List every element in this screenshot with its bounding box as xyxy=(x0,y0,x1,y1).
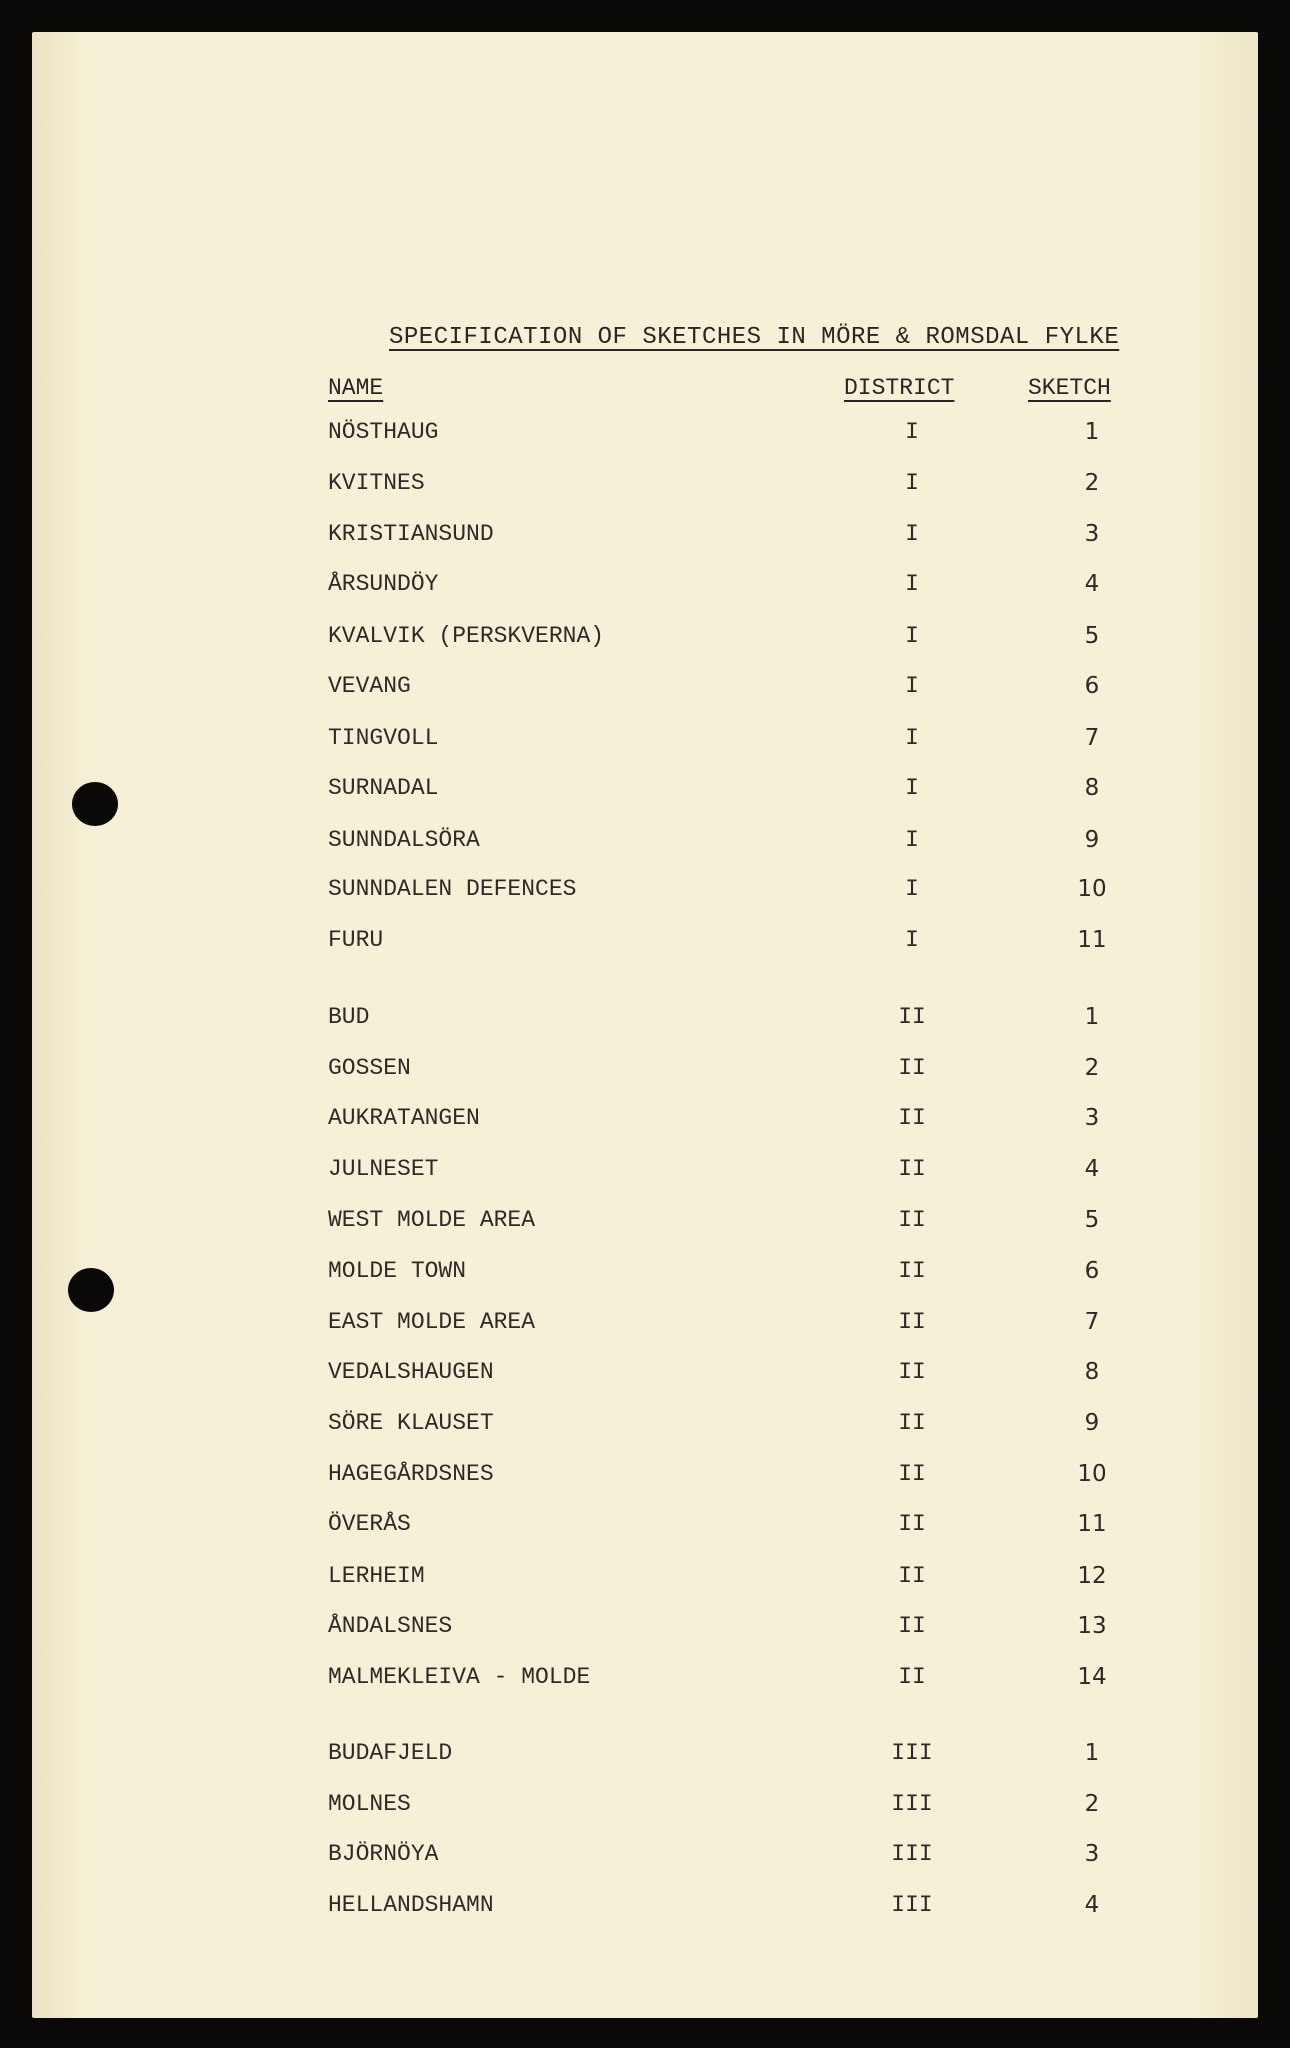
table-row xyxy=(32,1004,1258,1044)
district-value: III xyxy=(891,1841,933,1867)
table-row xyxy=(32,1791,1258,1831)
district-value: II xyxy=(898,1156,926,1182)
table-row xyxy=(32,1207,1258,1247)
sketch-number: 7 xyxy=(1084,1309,1100,1335)
sketch-number: 3 xyxy=(1084,1841,1100,1867)
table-row xyxy=(32,775,1258,815)
location-name: LERHEIM xyxy=(328,1563,425,1589)
district-value: II xyxy=(898,1563,926,1589)
district-value: III xyxy=(891,1740,933,1766)
sketch-number: 6 xyxy=(1084,1258,1100,1284)
location-name: SUNNDALEN DEFENCES xyxy=(328,876,577,902)
district-value: I xyxy=(905,827,919,853)
location-name: ÅRSUNDÖY xyxy=(328,571,439,597)
table-row xyxy=(32,1892,1258,1932)
sketch-number: 8 xyxy=(1084,1359,1100,1385)
district-value: I xyxy=(905,927,919,953)
district-value: II xyxy=(898,1309,926,1335)
page-title: SPECIFICATION OF SKETCHES IN MÖRE & ROMSDAL FYLKE xyxy=(389,324,1120,351)
table-row xyxy=(32,1563,1258,1603)
location-name: AUKRATANGEN xyxy=(328,1105,480,1131)
location-name: GOSSEN xyxy=(328,1055,411,1081)
location-name: KVITNES xyxy=(328,470,425,496)
table-row xyxy=(32,1309,1258,1349)
table-row xyxy=(32,725,1258,765)
sketch-number: 13 xyxy=(1077,1613,1107,1639)
district-value: III xyxy=(891,1791,933,1817)
sketch-number: 4 xyxy=(1084,571,1100,597)
location-name: SÖRE KLAUSET xyxy=(328,1410,494,1436)
district-value: I xyxy=(905,419,919,445)
sketch-number: 5 xyxy=(1084,623,1100,649)
district-value: II xyxy=(898,1055,926,1081)
column-header-name: NAME xyxy=(328,375,384,401)
table-row xyxy=(32,1359,1258,1399)
location-name: WEST MOLDE AREA xyxy=(328,1207,536,1233)
district-value: II xyxy=(898,1105,926,1131)
table-row xyxy=(32,927,1258,967)
district-value: II xyxy=(898,1664,926,1690)
location-name: MOLDE TOWN xyxy=(328,1258,467,1284)
location-name: FURU xyxy=(328,927,384,953)
sketch-number: 4 xyxy=(1084,1892,1100,1918)
sketch-number: 4 xyxy=(1084,1156,1100,1182)
table-row xyxy=(32,1258,1258,1298)
district-value: II xyxy=(898,1511,926,1537)
table-row xyxy=(32,827,1258,867)
district-value: I xyxy=(905,673,919,699)
district-value: I xyxy=(905,571,919,597)
district-value: I xyxy=(905,725,919,751)
location-name: ÖVERÅS xyxy=(328,1511,411,1537)
district-value: II xyxy=(898,1004,926,1030)
table-row xyxy=(32,1664,1258,1704)
table-row xyxy=(32,1461,1258,1501)
table-row xyxy=(32,623,1258,663)
location-name: NÖSTHAUG xyxy=(328,419,439,445)
sketch-number: 11 xyxy=(1077,927,1107,953)
location-name: ÅNDALSNES xyxy=(328,1613,453,1639)
district-value: II xyxy=(898,1461,926,1487)
table-row xyxy=(32,1410,1258,1450)
district-value: II xyxy=(898,1207,926,1233)
location-name: HELLANDSHAMN xyxy=(328,1892,494,1918)
district-value: I xyxy=(905,775,919,801)
table-row xyxy=(32,673,1258,713)
table-row xyxy=(32,1613,1258,1653)
sketch-number: 9 xyxy=(1084,827,1100,853)
sketch-number: 3 xyxy=(1084,1105,1100,1131)
district-value: III xyxy=(891,1892,933,1918)
location-name: KRISTIANSUND xyxy=(328,521,494,547)
location-name: BUD xyxy=(328,1004,370,1030)
sketch-number: 10 xyxy=(1077,1461,1107,1487)
table-row xyxy=(32,1156,1258,1196)
column-header-district: DISTRICT xyxy=(844,375,955,401)
table-row xyxy=(32,876,1258,916)
district-value: II xyxy=(898,1258,926,1284)
sketch-number: 12 xyxy=(1077,1563,1107,1589)
table-row xyxy=(32,1055,1258,1095)
sketch-number: 2 xyxy=(1084,1791,1100,1817)
sketch-number: 1 xyxy=(1084,1004,1100,1030)
sketch-number: 1 xyxy=(1084,1740,1100,1766)
location-name: JULNESET xyxy=(328,1156,439,1182)
location-name: MOLNES xyxy=(328,1791,411,1817)
table-row xyxy=(32,470,1258,510)
location-name: BJÖRNÖYA xyxy=(328,1841,439,1867)
location-name: MALMEKLEIVA - MOLDE xyxy=(328,1664,591,1690)
sketch-number: 8 xyxy=(1084,775,1100,801)
sketch-number: 5 xyxy=(1084,1207,1100,1233)
sketch-number: 2 xyxy=(1084,1055,1100,1081)
district-value: I xyxy=(905,521,919,547)
table-row xyxy=(32,1841,1258,1881)
district-value: I xyxy=(905,623,919,649)
district-value: II xyxy=(898,1359,926,1385)
location-name: EAST MOLDE AREA xyxy=(328,1309,536,1335)
table-row xyxy=(32,1105,1258,1145)
table-row xyxy=(32,571,1258,611)
sketch-number: 10 xyxy=(1077,876,1107,902)
location-name: VEDALSHAUGEN xyxy=(328,1359,494,1385)
sketch-number: 3 xyxy=(1084,521,1100,547)
document-page xyxy=(32,32,1258,2018)
table-row xyxy=(32,1740,1258,1780)
table-row xyxy=(32,1511,1258,1551)
table-row xyxy=(32,521,1258,561)
district-value: I xyxy=(905,876,919,902)
sketch-number: 2 xyxy=(1084,470,1100,496)
location-name: BUDAFJELD xyxy=(328,1740,453,1766)
sketch-number: 9 xyxy=(1084,1410,1100,1436)
district-value: I xyxy=(905,470,919,496)
sketch-number: 7 xyxy=(1084,725,1100,751)
sketch-number: 14 xyxy=(1077,1664,1107,1690)
location-name: KVALVIK (PERSKVERNA) xyxy=(328,623,605,649)
sketch-number: 6 xyxy=(1084,673,1100,699)
location-name: VEVANG xyxy=(328,673,411,699)
location-name: SUNNDALSÖRA xyxy=(328,827,480,853)
district-value: II xyxy=(898,1410,926,1436)
column-header-sketch: SKETCH xyxy=(1028,375,1111,401)
location-name: HAGEGÅRDSNES xyxy=(328,1461,494,1487)
sketch-number: 11 xyxy=(1077,1511,1107,1537)
sketch-number: 1 xyxy=(1084,419,1100,445)
district-value: II xyxy=(898,1613,926,1639)
location-name: TINGVOLL xyxy=(328,725,439,751)
location-name: SURNADAL xyxy=(328,775,439,801)
table-row xyxy=(32,419,1258,459)
